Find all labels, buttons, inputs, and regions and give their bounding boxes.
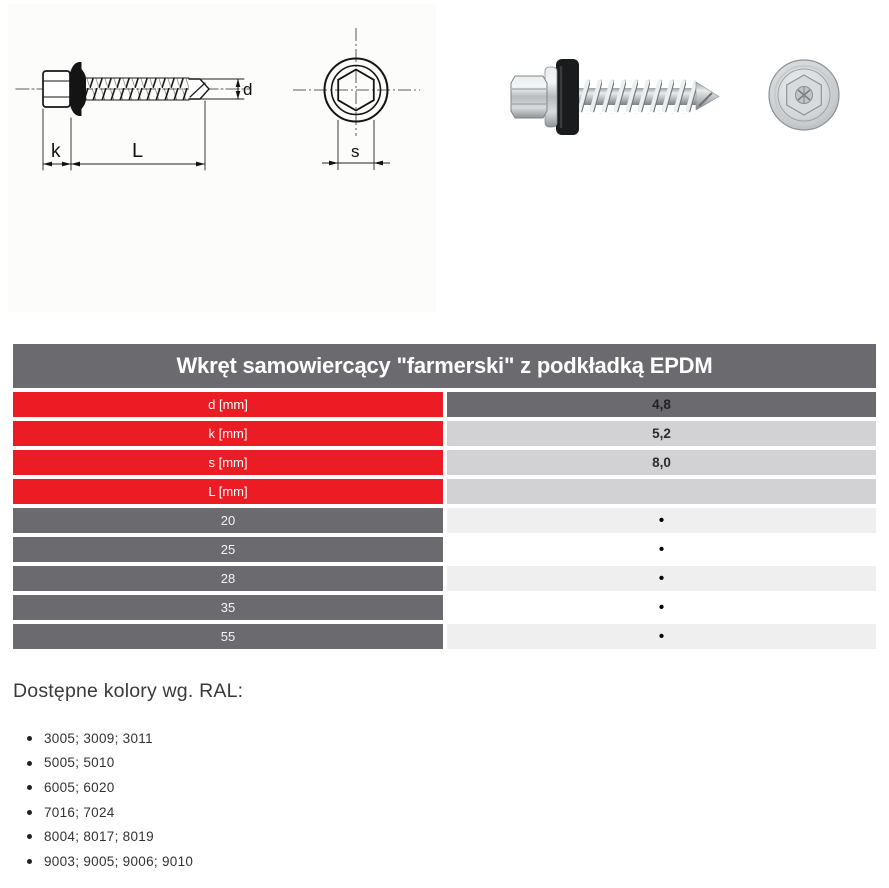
- list-item: 9003; 9005; 9006; 9010: [27, 849, 573, 874]
- list-item: 8004; 8017; 8019: [27, 824, 573, 849]
- length-bullet-35: •: [447, 595, 876, 620]
- spec-label-s: s [mm]: [13, 450, 443, 475]
- dim-label-d: d: [243, 80, 253, 99]
- length-label-28: 28: [13, 566, 443, 591]
- hex-head-side: [43, 71, 70, 107]
- table-title: Wkręt samowiercący "farmerski" z podkładką EPDM: [13, 344, 876, 388]
- length-bullet-25: •: [447, 537, 876, 562]
- spec-value-k: 5,2: [447, 421, 876, 446]
- table-row: [13, 479, 876, 504]
- table-row: [13, 392, 876, 417]
- ral-list: [13, 726, 573, 874]
- table-row: [13, 537, 876, 562]
- table-row: [13, 566, 876, 591]
- length-label-35: 35: [13, 595, 443, 620]
- length-bullet-55: •: [447, 624, 876, 649]
- length-label-20: 20: [13, 508, 443, 533]
- table-row: [13, 595, 876, 620]
- thread-photo: [578, 79, 696, 114]
- drawing-plate: [8, 4, 436, 312]
- spec-value-s: 8,0: [447, 450, 876, 475]
- length-bullet-20: •: [447, 508, 876, 533]
- spec-label-L: L [mm]: [13, 479, 443, 504]
- table-row: [13, 624, 876, 649]
- spec-value-L: [447, 479, 876, 504]
- dim-label-k: k: [51, 141, 61, 162]
- thread-zone: [86, 78, 189, 100]
- ral-heading: Dostępne kolory wg. RAL:: [13, 680, 244, 702]
- spec-value-d: 4,8: [447, 392, 876, 417]
- spec-table: [13, 344, 876, 649]
- spec-label-k: k [mm]: [13, 421, 443, 446]
- hex-head-photo: [511, 76, 547, 118]
- table-row: [13, 450, 876, 475]
- dim-label-L: L: [132, 140, 144, 162]
- list-item: 7016; 7024: [27, 800, 573, 825]
- list-item: 6005; 6020: [27, 775, 573, 800]
- length-bullet-28: •: [447, 566, 876, 591]
- product-photo-side: [511, 59, 719, 135]
- figures-svg: [0, 0, 889, 335]
- length-label-55: 55: [13, 624, 443, 649]
- figures-row: [0, 0, 889, 335]
- list-item: 5005; 5010: [27, 751, 573, 776]
- list-item: 3005; 3009; 3011: [27, 726, 573, 751]
- length-label-25: 25: [13, 537, 443, 562]
- table-row: [13, 508, 876, 533]
- table-row: [13, 421, 876, 446]
- epdm-washer-photo: [556, 59, 579, 135]
- spec-label-d: d [mm]: [13, 392, 443, 417]
- product-photo-top: [769, 60, 839, 130]
- dim-label-s: s: [351, 142, 360, 161]
- ral-colors-section: [13, 680, 573, 874]
